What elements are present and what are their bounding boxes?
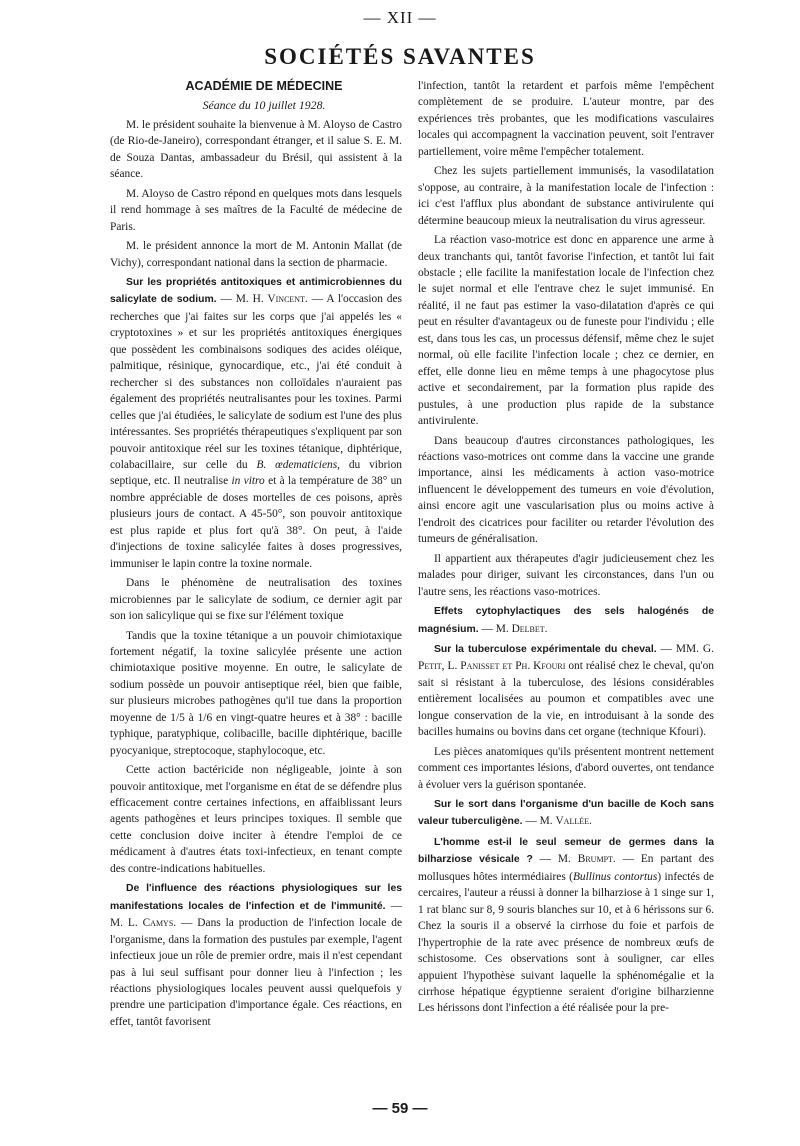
left-column bbox=[110, 78, 402, 1033]
right-column bbox=[418, 78, 714, 1020]
paragraph-vasomotor: La réaction vaso-motrice est donc en apparence une arme à deux tranchants qui, tantôt favorise l'infection, et tantôt lui fait obstacle ; elle facilite la manifestation locale de l'infection chez le sujet normal et elle l'entrave chez le sujet immunisé. En réalité, il ne faut pas estimer la vaso-dilatation d'après ce qui peut en résulter d'avantageux ou de funeste pour l'individu ; elle est, dans tous les cas, un processus défensif, même chez le sujet normal, où elle facilite l'infection locale ; chez ce dernier, en effet, elle donne lieu en même temps à une phagocytose plus active et secondairement, par la formation plus rapide des pustules, à une production plus rapide de la substance antivirulente. bbox=[418, 234, 714, 428]
article-text: — A l'occasion des recherches que j'ai faites sur les corps que j'ai appelés les « cryptotoxines » et sur les propriétés antitoxiques énergiques que possèdent les combinaisons sodiques des acides oléique, palmitique, résinique, gynocardique, etc., j'ai été conduit à rechercher si des substances non colloïdales n'auraient pas également des propriétés neutralisantes pour les toxines. Parmi celles que j'ai étudiées, le salicylate de sodium est l'une des plus intéressantes. Ses propriétés thérapeutiques s'expliquent par son pouvoir antitoxique réel sur les toxines tétanique, diphtérique, colabacillaire, sur celle du bbox=[110, 293, 402, 471]
roman-page-numeral: — XII — bbox=[363, 8, 437, 27]
page-title: SOCIÉTÉS SAVANTES bbox=[264, 44, 536, 69]
article-text: — En partant des mollusques hôtes intermédiaires ( bbox=[418, 853, 714, 883]
article-heading: Sur le sort dans l'organisme d'un bacille de Koch sans valeur tuberculigène. bbox=[418, 799, 714, 828]
author-separator: — M. bbox=[478, 622, 512, 635]
paragraph-tumours: Dans beaucoup d'autres circonstances pathologiques, les réactions vaso-motrices ont comme dans la vaccine une grande importance, ainsi les médicaments à action vaso-motrice influencent le développement des tumeurs en voie d'évolution, ainsi encore agit une vascularisation plus ou moins active à l'endroit des cicatrices pour faciliter ou retarder l'évolution des tumeurs de généralisation. bbox=[418, 434, 714, 546]
paragraph-continuation: l'infection, tantôt la retardent et parfois même l'empêchent complètement de se produire. L'auteur montre, par des expériences très probantes, que les modifications vasculaires locales qui accompagnent la vaccination peuvent, soit l'entraver partiellement, voire même l'empêcher totalement. bbox=[418, 80, 714, 158]
article-author: H. Vincent. bbox=[252, 293, 308, 306]
article-text: — Dans la production de l'infection locale de l'organisme, dans la formation des pustules par exemple, l'agent infectieux joue un rôle de premier ordre, mais il n'est cependant pas à lui seul suffisant pour donner lieu à l'infection ; les réactions physiologiques locales peuvent aussi quelquefois y prendre une participation d'importance égale. Ces réactions, en effet, tantôt favorisent bbox=[110, 917, 403, 1028]
article-author: Brumpt. bbox=[577, 853, 616, 866]
paragraph-reply: M. Aloyso de Castro répond en quelques mots dans lesquels il rend hommage à ses maîtres de la Faculté de médecine de Paris. bbox=[110, 187, 402, 233]
article-text: ) infectés de cercaires, l'auteur a réussi à donner la bilharziose à 1 singe sur 1, 1 rat blanc sur 8, 9 souris blanches sur 10, et à 6 hérissons sur 6. Chez la souris il a observé la cirrhose du foie et parfois de l'hypertrophie de la rate avec présence de nombreux œufs de schistosome. Ces observations sont à souligner, car elles appuient l'hypothèse suivant laquelle la sphénomégalie et la cirrhose hépatique égyptienne seraient d'origine bilharzienne Les hérissons dont l'infection a été réalisée pour la pre- bbox=[418, 870, 714, 1015]
article-author: Delbet. bbox=[511, 622, 548, 635]
author-separator: — M. bbox=[216, 293, 253, 306]
article-heading: L'homme est-il le seul semeur de germes dans la bilharziose vésicale ? bbox=[418, 836, 714, 866]
paragraph-welcome: M. le président souhaite la bienvenue à M. Aloyso de Castro (de Rio-de-Janeiro), correspondant étranger, et il salue S. E. M. de Souza Dantas, ambassadeur du Brésil, qui assistent à la séance. bbox=[110, 118, 402, 181]
article-heading: Sur la tuberculose expérimentale du cheval. bbox=[434, 643, 657, 655]
article-text: ont réalisé chez le cheval, qu'on sait si résistant à la tuberculose, des lésions considérables entièrement localisées au poumon et compatibles avec une longue conservation de la vie, en introduisant à la sonde des bacilles humains ou bovins dans cet organe (technique Kfouri). bbox=[418, 660, 714, 739]
article-text: , du vibrion septique, etc. Il neutralise bbox=[110, 458, 402, 488]
author-separator: — MM. bbox=[656, 642, 703, 655]
paragraph-obituary: M. le président annonce la mort de M. Antonin Mallat (de Vichy), correspondant national dans la section de pharmacie. bbox=[110, 240, 402, 269]
article-heading: Sur les propriétés antitoxiques et antimicrobiennes du salicylate de sodium. bbox=[110, 276, 402, 306]
paragraph-therapeutics: Il appartient aux thérapeutes d'agir judicieusement chez les malades pour diriger, suivant les circonstances, dans l'un ou l'autre sens, les réactions vaso-motrices. bbox=[418, 552, 714, 598]
author-separator: — M. bbox=[110, 899, 402, 930]
article-heading: Effets cytophylactiques des sels halogénés de magnésium. bbox=[418, 606, 714, 635]
article-infection bbox=[110, 880, 402, 1030]
article-heading: De l'influence des réactions physiologiques sur les manifestations locales de l'infection et de l'immunité. bbox=[110, 883, 402, 912]
article-italic: B. œdematiciens bbox=[256, 458, 338, 471]
article-authors: G. Petit, L. Panisset et Ph. Kfouri bbox=[418, 642, 714, 673]
article-text: et à la température de 38° un nombre appréciable de doses mortelles de ces poisons, après plusieurs jours de contact. A 45-50°, son pouvoir antitoxique est plus rapide et plus fort qu'à 38°. On peut, à l'aide d'injections de toxine salicylée faites à doses progressives, immuniser le lapin contre la toxine normale. bbox=[110, 475, 402, 570]
article-magnesium bbox=[418, 603, 714, 638]
paragraph-conclusion: Cette action bactéricide non négligeable, jointe à son pouvoir antitoxique, met l'organisme en état de se défendre plus efficacement contre certaines infections, en affaiblissant leurs agents pathogènes et leurs principes toxiques. Il semble que cette conclusion doive inciter à étendre l'emploi de ce médicament à d'autres états toxi-infectieux, en tenant compte des contre-indications habituelles. bbox=[110, 764, 402, 875]
article-author: Vallée. bbox=[555, 815, 592, 828]
article-tuberculosis-horse bbox=[418, 641, 714, 741]
article-bilharziosis bbox=[418, 834, 714, 1017]
article-koch-bacillus bbox=[418, 796, 714, 831]
article-author: L. Camys. bbox=[127, 917, 177, 930]
paragraph-neutralisation: Dans le phénomène de neutralisation des toxines microbiennes par le salicylate de sodium, ce dernier agit par son ion salicylique qui se fixe sur l'élément toxique bbox=[110, 577, 402, 623]
session-date: Séance du 10 juillet 1928. bbox=[202, 98, 326, 113]
paragraph-chimiotaxis: Tandis que la toxine tétanique a un pouvoir chimiotaxique fortement négatif, la toxine salicylée présente une action chimiotaxique positive moyenne. En outre, le salicylate de sodium possède un pouvoir antiseptique réel, bien que faible, sur plusieurs microbes pathogènes qu'il tue dans la proportion moyenne de 1/5 à 1/6 en vingt-quatre heures et à 38° : bacille typhique, paratyphique, colibacille, bacille diphtérique, bacille pyocyanique, streptocoque, staphylocoque, etc. bbox=[110, 629, 402, 757]
author-separator: — M. bbox=[532, 853, 578, 866]
article-italic: in vitro bbox=[231, 475, 265, 488]
paragraph-immunised: Chez les sujets partiellement immunisés, la vasodilatation s'oppose, au contraire, à la manifestation locale de l'infection : ici c'est l'afflux plus abondant de substance antivirulente qui détermine beaucoup mieux la neutralisation du virus agresseur. bbox=[418, 165, 714, 227]
author-separator: — M. bbox=[522, 815, 556, 828]
paragraph-anatomy: Les pièces anatomiques qu'ils présentent montrent nettement comment ces importantes lésions, d'abord ouvertes, ont tendance à évoluer vers la guérison spontanée. bbox=[418, 745, 714, 791]
section-title: ACADÉMIE DE MÉDECINE bbox=[185, 79, 343, 93]
article-salicylate bbox=[110, 274, 402, 572]
page-number: — 59 — bbox=[372, 1100, 428, 1117]
article-italic: Bullinus contortus bbox=[572, 870, 658, 883]
